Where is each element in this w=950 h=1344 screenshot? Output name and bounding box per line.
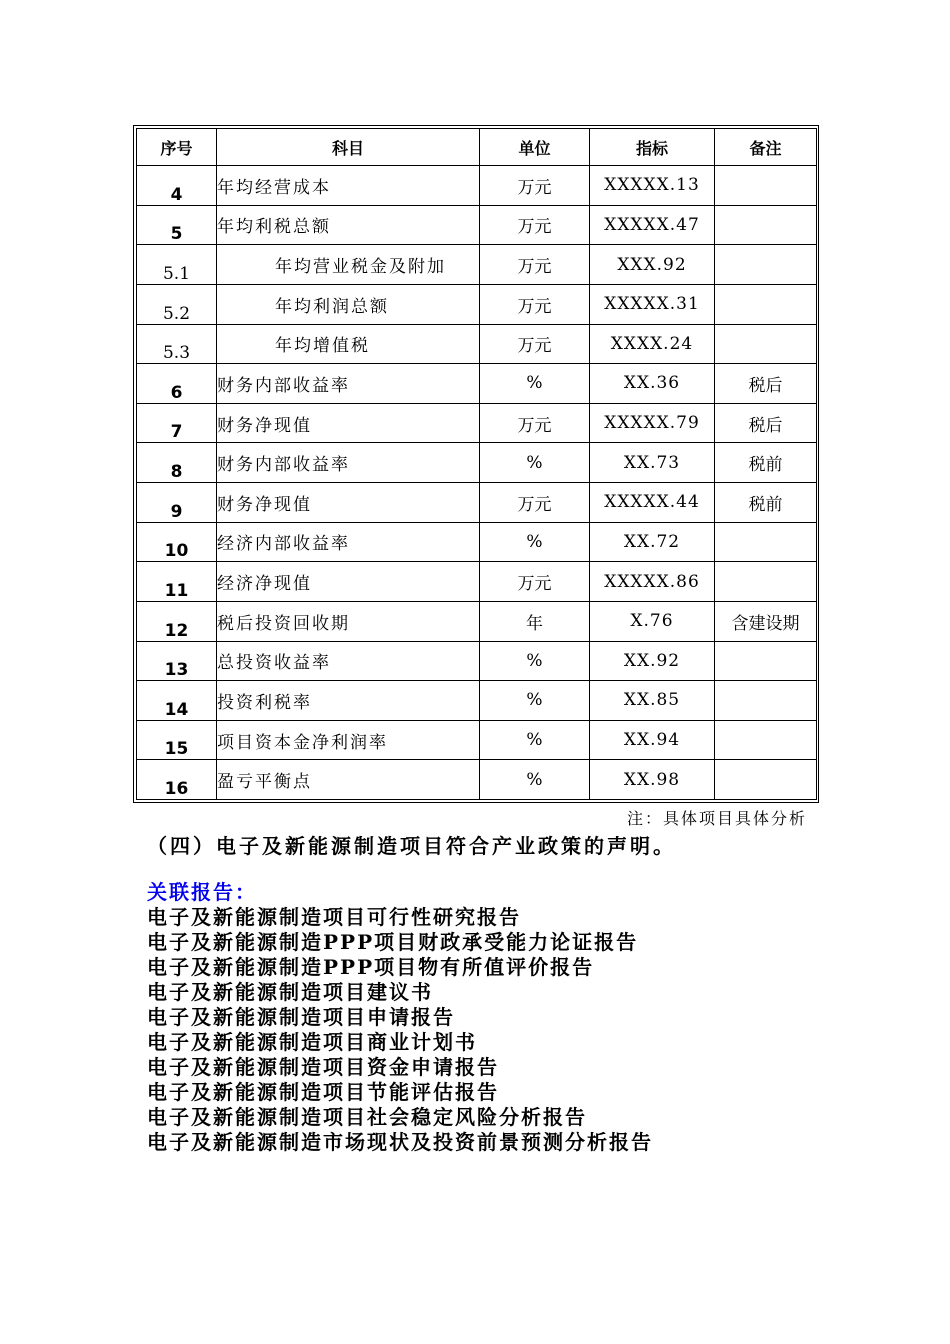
header-no: 序号 xyxy=(137,129,217,166)
cell-item: 财务净现值 xyxy=(217,483,480,523)
cell-value: XX.92 xyxy=(590,641,715,681)
cell-unit: % xyxy=(480,364,590,404)
cell-note: 含建设期 xyxy=(715,601,817,641)
table-header-row xyxy=(137,129,817,166)
cell-value: XXXXX.86 xyxy=(590,562,715,602)
header-item: 科目 xyxy=(217,129,480,166)
related-report-item[interactable]: 电子及新能源制造项目申请报告 xyxy=(147,1005,455,1029)
table-footnote: 注：具体项目具体分析 xyxy=(626,809,807,828)
table-row xyxy=(137,483,817,523)
cell-unit: 万元 xyxy=(480,284,590,324)
cell-value: XX.36 xyxy=(590,364,715,404)
cell-unit: % xyxy=(480,720,590,760)
cell-unit: % xyxy=(480,641,590,681)
cell-no: 16 xyxy=(137,760,217,800)
table-row xyxy=(137,562,817,602)
table-row xyxy=(137,601,817,641)
cell-value: XX.73 xyxy=(590,443,715,483)
cell-note xyxy=(715,641,817,681)
cell-note xyxy=(715,324,817,364)
related-report-item[interactable]: 电子及新能源制造PPP项目财政承受能力论证报告 xyxy=(147,930,639,954)
table-row xyxy=(137,403,817,443)
cell-unit: 万元 xyxy=(480,562,590,602)
cell-no: 14 xyxy=(137,681,217,721)
cell-unit: 万元 xyxy=(480,166,590,206)
indicator-table-frame xyxy=(133,125,819,803)
cell-note: 税前 xyxy=(715,483,817,523)
cell-unit: % xyxy=(480,522,590,562)
table-row xyxy=(137,720,817,760)
table-body xyxy=(137,166,817,800)
cell-unit: 万元 xyxy=(480,483,590,523)
cell-note xyxy=(715,205,817,245)
cell-item: 财务内部收益率 xyxy=(217,364,480,404)
cell-no: 5.1 xyxy=(137,245,217,285)
cell-value: XX.98 xyxy=(590,760,715,800)
cell-item: 盈亏平衡点 xyxy=(217,760,480,800)
related-report-item[interactable]: 电子及新能源制造项目商业计划书 xyxy=(147,1030,477,1054)
cell-item: 年均利润总额 xyxy=(217,284,480,324)
cell-note: 税后 xyxy=(715,403,817,443)
related-report-item[interactable]: 电子及新能源制造PPP项目物有所值评价报告 xyxy=(147,955,595,979)
cell-unit: % xyxy=(480,681,590,721)
table-row xyxy=(137,166,817,206)
cell-item: 税后投资回收期 xyxy=(217,601,480,641)
cell-value: XX.94 xyxy=(590,720,715,760)
related-reports-list xyxy=(147,905,653,1155)
cell-no: 5.2 xyxy=(137,284,217,324)
cell-item: 总投资收益率 xyxy=(217,641,480,681)
cell-item: 项目资本金净利润率 xyxy=(217,720,480,760)
cell-unit: 万元 xyxy=(480,403,590,443)
cell-no: 13 xyxy=(137,641,217,681)
cell-value: XXXXX.13 xyxy=(590,166,715,206)
cell-value: XXX.92 xyxy=(590,245,715,285)
cell-value: XX.72 xyxy=(590,522,715,562)
cell-value: X.76 xyxy=(590,601,715,641)
related-report-item[interactable]: 电子及新能源制造市场现状及投资前景预测分析报告 xyxy=(147,1130,653,1154)
cell-item: 经济内部收益率 xyxy=(217,522,480,562)
cell-no: 12 xyxy=(137,601,217,641)
cell-note xyxy=(715,562,817,602)
table-row xyxy=(137,364,817,404)
related-report-item[interactable]: 电子及新能源制造项目社会稳定风险分析报告 xyxy=(147,1105,587,1129)
cell-item: 投资利税率 xyxy=(217,681,480,721)
cell-note: 税前 xyxy=(715,443,817,483)
cell-item: 经济净现值 xyxy=(217,562,480,602)
header-unit: 单位 xyxy=(480,129,590,166)
cell-item: 年均增值税 xyxy=(217,324,480,364)
cell-value: XXXXX.31 xyxy=(590,284,715,324)
cell-no: 9 xyxy=(137,483,217,523)
cell-unit: % xyxy=(480,443,590,483)
related-report-item[interactable]: 电子及新能源制造项目节能评估报告 xyxy=(147,1080,499,1104)
cell-value: XXXX.24 xyxy=(590,324,715,364)
related-report-item[interactable]: 电子及新能源制造项目资金申请报告 xyxy=(147,1055,499,1079)
cell-no: 11 xyxy=(137,562,217,602)
cell-unit: % xyxy=(480,760,590,800)
cell-unit: 万元 xyxy=(480,324,590,364)
cell-no: 5 xyxy=(137,205,217,245)
cell-no: 10 xyxy=(137,522,217,562)
table-row xyxy=(137,324,817,364)
table-row xyxy=(137,443,817,483)
cell-item: 年均经营成本 xyxy=(217,166,480,206)
cell-note xyxy=(715,681,817,721)
cell-no: 5.3 xyxy=(137,324,217,364)
related-report-item[interactable]: 电子及新能源制造项目建议书 xyxy=(147,980,433,1004)
cell-note xyxy=(715,760,817,800)
cell-note xyxy=(715,522,817,562)
table-row xyxy=(137,284,817,324)
cell-note xyxy=(715,166,817,206)
related-reports-title: 关联报告： xyxy=(147,880,257,904)
cell-item: 年均营业税金及附加 xyxy=(217,245,480,285)
cell-no: 4 xyxy=(137,166,217,206)
cell-no: 15 xyxy=(137,720,217,760)
cell-value: XXXXX.44 xyxy=(590,483,715,523)
cell-item: 财务净现值 xyxy=(217,403,480,443)
cell-value: XXXXX.47 xyxy=(590,205,715,245)
related-reports xyxy=(147,880,653,1155)
cell-no: 6 xyxy=(137,364,217,404)
cell-no: 7 xyxy=(137,403,217,443)
table-row xyxy=(137,641,817,681)
table-row xyxy=(137,205,817,245)
table-row xyxy=(137,681,817,721)
indicator-table xyxy=(136,128,817,800)
cell-unit: 万元 xyxy=(480,205,590,245)
header-value: 指标 xyxy=(590,129,715,166)
table-row xyxy=(137,760,817,800)
cell-note xyxy=(715,245,817,285)
table-row xyxy=(137,522,817,562)
cell-value: XX.85 xyxy=(590,681,715,721)
cell-unit: 年 xyxy=(480,601,590,641)
header-note: 备注 xyxy=(715,129,817,166)
cell-item: 财务内部收益率 xyxy=(217,443,480,483)
policy-statement-heading: （四）电子及新能源制造项目符合产业政策的声明。 xyxy=(147,834,676,858)
cell-item: 年均利税总额 xyxy=(217,205,480,245)
cell-note xyxy=(715,720,817,760)
cell-note: 税后 xyxy=(715,364,817,404)
cell-no: 8 xyxy=(137,443,217,483)
table-row xyxy=(137,245,817,285)
cell-unit: 万元 xyxy=(480,245,590,285)
cell-value: XXXXX.79 xyxy=(590,403,715,443)
cell-note xyxy=(715,284,817,324)
related-report-item[interactable]: 电子及新能源制造项目可行性研究报告 xyxy=(147,905,521,929)
